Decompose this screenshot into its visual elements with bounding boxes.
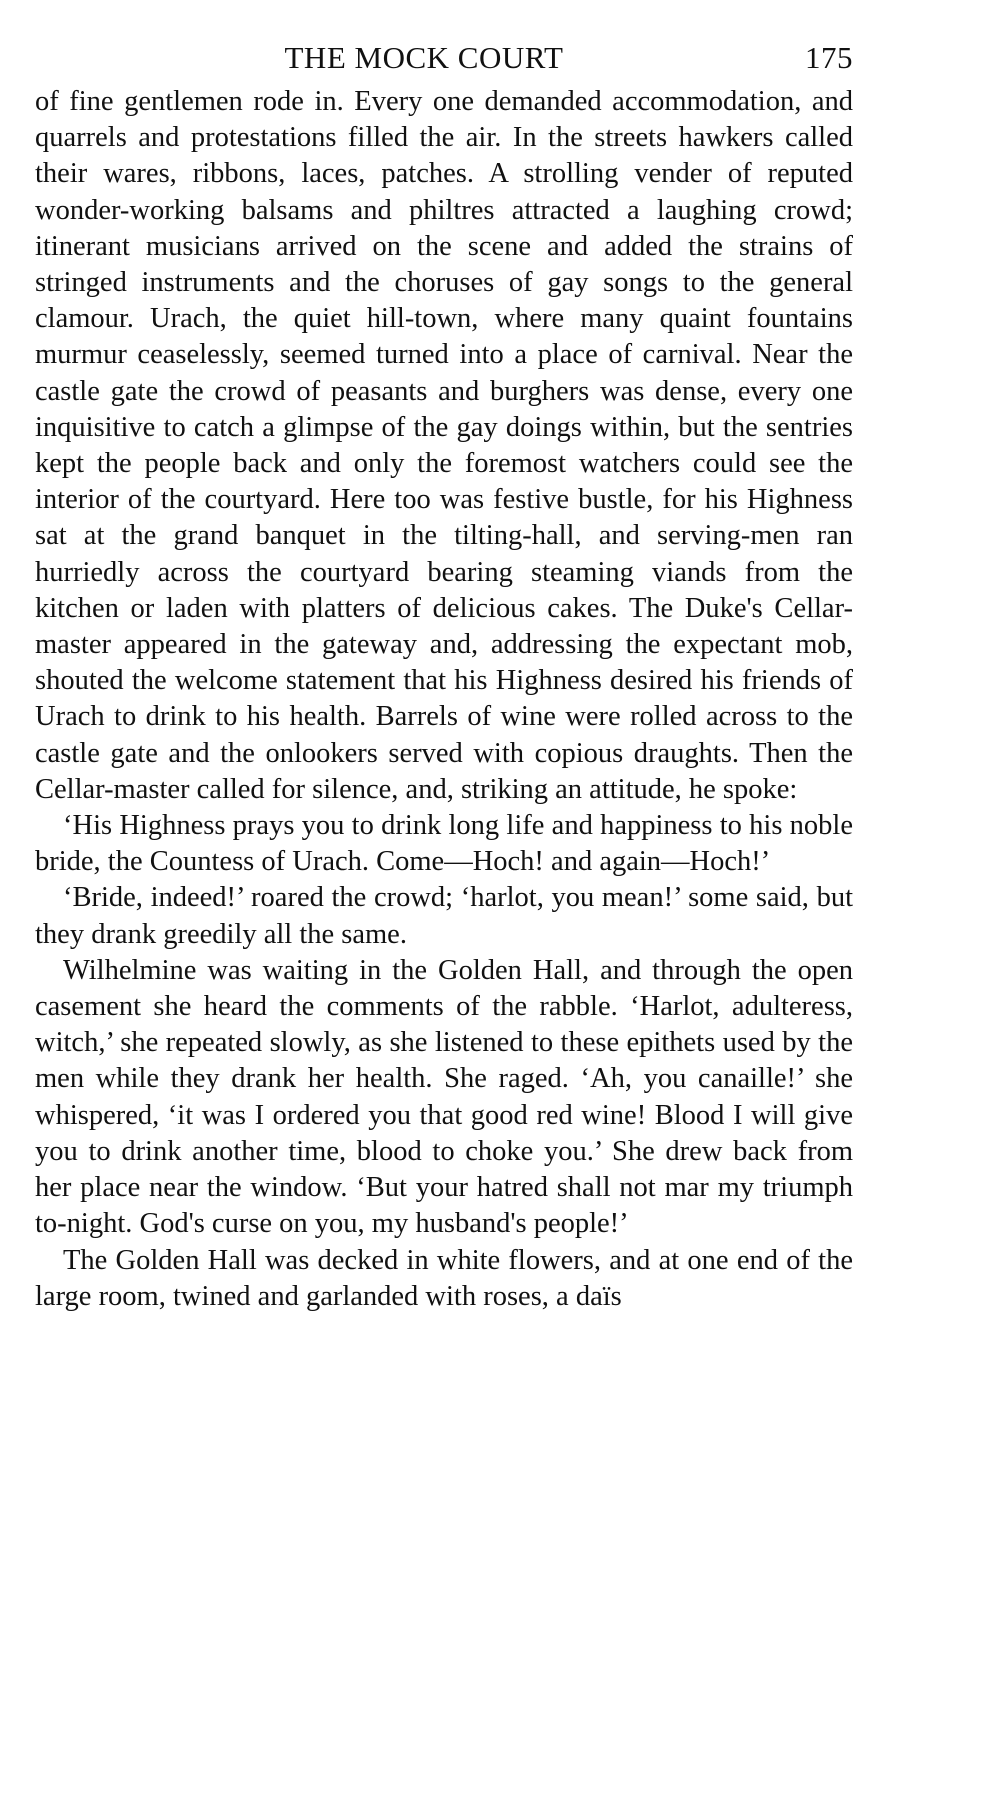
running-head: [35, 34, 853, 84]
book-page: [35, 34, 853, 1315]
page-number: 175: [805, 40, 853, 75]
body-text: [35, 84, 853, 1315]
paragraph-crowd-reply: ‘Bride, indeed!’ roared the crowd; ‘harlot, you mean!’ some said, but they drank greedily all the same.: [35, 882, 853, 950]
chapter-title: THE MOCK COURT: [284, 40, 564, 75]
paragraph-wilhelmine: Wilhelmine was waiting in the Golden Hall, and through the open casement she heard the comments of the rabble. ‘Harlot, adulteress, witch,’ she repeated slowly, as she listened to these epithets used by the men while they drank her health. She raged. ‘Ah, you canaille!’ she whispered, ‘it was I ordered you that good red wine! Blood I will give you to drink another time, blood to choke you.’ She drew back from her place near the window. ‘But your hatred shall not mar my triumph to-night. God's curse on you, my husband's people!’: [35, 954, 853, 1240]
paragraph-toast: ‘His Highness prays you to drink long life and happiness to his noble bride, the Countess of Urach. Come—Hoch! and again—Hoch!’: [35, 810, 853, 878]
paragraph-golden-hall: The Golden Hall was decked in white flowers, and at one end of the large room, twined and garlanded with roses, a daïs: [35, 1244, 853, 1312]
paragraph-continued: of fine gentlemen rode in. Every one demanded accommodation, and quarrels and protestations filled the air. In the streets hawkers called their wares, ribbons, laces, patches. A strolling vender of reputed wonder-working balsams and philtres attracted a laughing crowd; itinerant musicians arrived on the scene and added the strains of stringed instruments and the choruses of gay songs to the general clamour. Urach, the quiet hill-town, where many quaint fountains murmur ceaselessly, seemed turned into a place of carnival. Near the castle gate the crowd of peasants and burghers was dense, every one inquisitive to catch a glimpse of the gay doings within, but the sentries kept the people back and only the foremost watchers could see the interior of the courtyard. Here too was festive bustle, for his Highness sat at the grand banquet in the tilting-hall, and serving-men ran hurriedly across the courtyard bearing steaming viands from the kitchen or laden with platters of delicious cakes. The Duke's Cellar-master appeared in the gateway and, addressing the expectant mob, shouted the welcome statement that his Highness desired his friends of Urach to drink to his health. Barrels of wine were rolled across to the castle gate and the onlookers served with copious draughts. Then the Cellar-master called for silence, and, striking an attitude, he spoke:: [35, 86, 853, 805]
